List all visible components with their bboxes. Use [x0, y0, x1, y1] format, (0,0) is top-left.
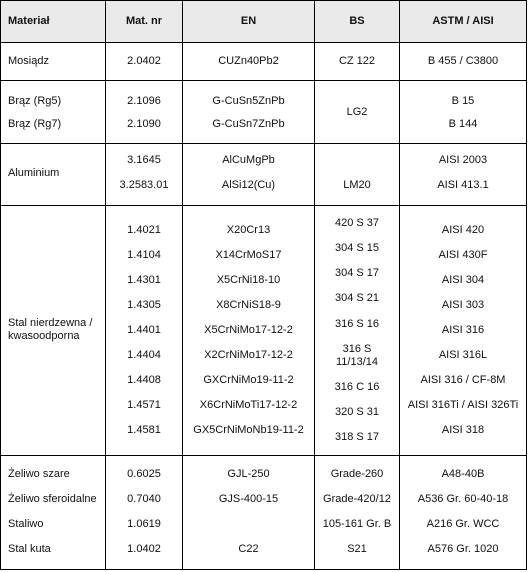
material-cell: Aluminium: [8, 167, 60, 179]
en-cell: X20Cr13: [226, 224, 271, 236]
en-cell: X8CrNiS18-9: [216, 299, 281, 311]
bs-cell: S21: [347, 543, 367, 555]
material-cell: Żeliwo sferoidalne: [8, 493, 97, 505]
en-cell: X6CrNiMoTi17-12-2: [199, 399, 298, 411]
en-cell: CUZn40Pb2: [218, 55, 279, 67]
row-divider: [0, 80, 527, 81]
col-divider: [314, 0, 315, 570]
astm-cell: A48-40B: [441, 468, 485, 480]
header-mat-nr: Mat. nr: [125, 15, 163, 27]
bs-cell: 316 S: [342, 343, 372, 355]
row-divider: [0, 205, 527, 206]
en-cell: GJS-400-15: [218, 493, 279, 505]
bs-cell: 420 S 37: [334, 217, 380, 229]
bs-cell: 316 S 16: [334, 318, 380, 330]
col-divider: [0, 0, 1, 570]
astm-cell: AISI 304: [441, 274, 485, 286]
mat-nr-cell: 2.1096: [127, 95, 161, 107]
row-divider: [0, 42, 527, 43]
header-bs: BS: [349, 15, 365, 27]
mat-nr-cell: 1.4404: [127, 349, 161, 361]
table-border-top: [0, 0, 527, 1]
material-cell: Brąz (Rg7): [8, 118, 62, 130]
en-cell: AlCuMgPb: [222, 154, 275, 166]
bs-cell: 316 C 16: [334, 381, 380, 393]
en-cell: X2CrNiMo17-12-2: [204, 349, 293, 361]
astm-cell: AISI 316Ti / AISI 326Ti: [407, 399, 519, 411]
astm-cell: AISI 318: [441, 424, 485, 436]
mat-nr-cell: 0.6025: [127, 468, 161, 480]
astm-cell: B 15: [451, 95, 475, 107]
mat-nr-cell: 1.0619: [127, 518, 161, 530]
en-cell: GJL-250: [227, 468, 270, 480]
en-cell: X5CrNiMo17-12-2: [204, 324, 293, 336]
astm-cell: AISI 420: [441, 224, 485, 236]
mat-nr-cell: 1.0402: [127, 543, 161, 555]
en-cell: G-CuSn7ZnPb: [212, 118, 285, 130]
table-border-bottom: [0, 569, 527, 570]
mat-nr-cell: 2.0402: [127, 55, 161, 67]
astm-cell: AISI 316 / CF-8M: [420, 374, 506, 386]
bs-cell: 304 S 17: [334, 267, 380, 279]
mat-nr-cell: 1.4301: [127, 274, 161, 286]
en-cell: X5CrNi18-10: [216, 274, 281, 286]
mat-nr-cell: 1.4581: [127, 424, 161, 436]
mat-nr-cell: 1.4021: [127, 224, 161, 236]
mat-nr-cell: 1.4401: [127, 324, 161, 336]
header-en: EN: [240, 15, 257, 27]
material-cell: Staliwo: [8, 518, 44, 530]
material-cell: Stal nierdzewna /: [8, 317, 93, 329]
bs-cell: 304 S 15: [334, 242, 380, 254]
mat-nr-cell: 3.2583.01: [119, 179, 169, 191]
bs-cell: 318 S 17: [334, 431, 380, 443]
astm-cell: AISI 413.1: [437, 179, 489, 191]
astm-cell: A576 Gr. 1020: [427, 543, 499, 555]
mat-nr-cell: 1.4104: [127, 249, 161, 261]
bs-cell: 11/13/14: [335, 356, 378, 368]
en-cell: [183, 517, 314, 531]
mat-nr-cell: 0.7040: [127, 493, 161, 505]
bs-cell: Grade-420/12: [323, 493, 391, 505]
bs-cell: 105-161 Gr. B: [322, 518, 392, 530]
astm-cell: AISI 2003: [438, 154, 488, 166]
mat-nr-cell: 1.4408: [127, 374, 161, 386]
material-cell: Żeliwo szare: [8, 468, 70, 480]
astm-cell: AISI 316: [441, 324, 485, 336]
col-divider: [526, 0, 527, 570]
en-cell: G-CuSn5ZnPb: [212, 95, 285, 107]
header-astm-aisi: ASTM / AISI: [432, 15, 494, 27]
material-cell: Mosiądz: [8, 55, 49, 67]
en-cell: GX5CrNiMoNb19-11-2: [193, 424, 304, 436]
astm-cell: AISI 303: [441, 299, 485, 311]
header-material: Materiał: [8, 15, 50, 27]
bs-cell: LG2: [346, 106, 368, 118]
bs-cell: Grade-260: [330, 468, 384, 480]
mat-nr-cell: 1.4571: [127, 399, 161, 411]
astm-cell: A536 Gr. 60-40-18: [417, 493, 509, 505]
en-cell: C22: [238, 543, 259, 555]
en-cell: AlSi12(Cu): [221, 179, 276, 191]
row-divider: [0, 455, 527, 456]
mat-nr-cell: 2.1090: [127, 118, 161, 130]
bs-cell: 304 S 21: [334, 292, 380, 304]
astm-cell: AISI 316L: [438, 349, 488, 361]
astm-cell: B 455 / C3800: [427, 55, 499, 67]
bs-cell: LM20: [343, 179, 371, 191]
bs-cell: CZ 122: [338, 55, 376, 67]
mat-nr-cell: 3.1645: [127, 154, 161, 166]
row-divider: [0, 143, 527, 144]
material-cell: Brąz (Rg5): [8, 95, 62, 107]
mat-nr-cell: 1.4305: [127, 299, 161, 311]
astm-cell: AISI 430F: [438, 249, 488, 261]
en-cell: X14CrMoS17: [215, 249, 282, 261]
bs-cell: 320 S 31: [334, 406, 380, 418]
material-cell: Stal kuta: [8, 543, 51, 555]
en-cell: GXCrNiMo19-11-2: [203, 374, 294, 386]
astm-cell: A216 Gr. WCC: [426, 518, 500, 530]
material-cell: kwasoodporna: [8, 330, 80, 342]
astm-cell: B 144: [448, 118, 478, 130]
